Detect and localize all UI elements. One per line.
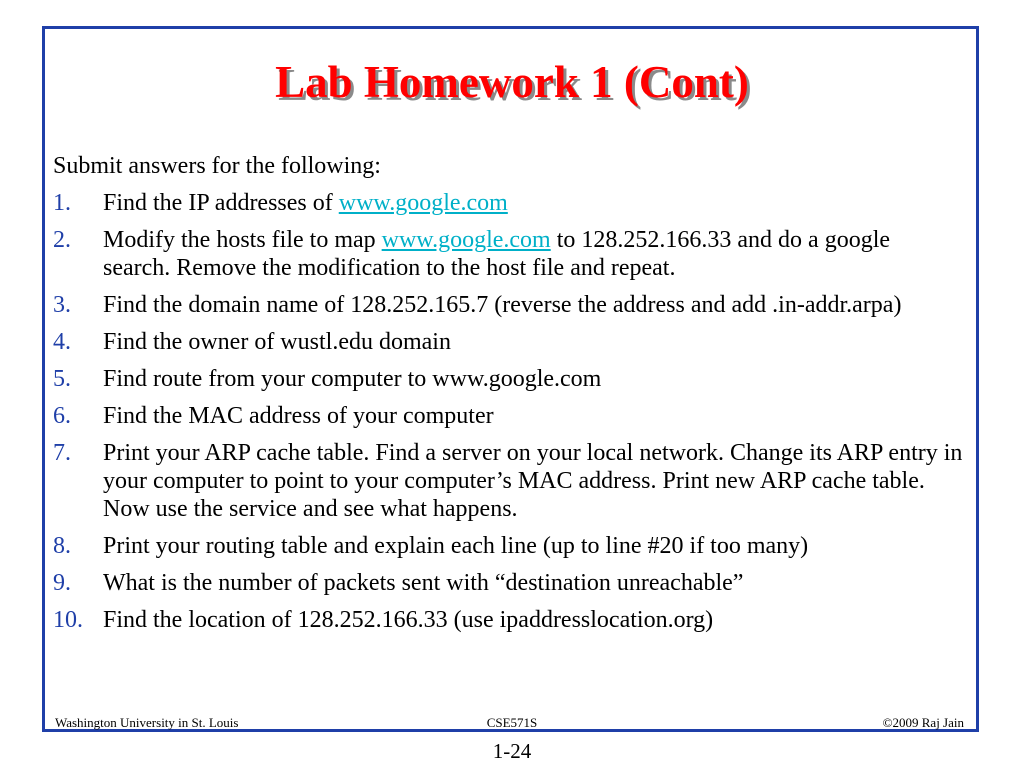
list-item-6	[53, 402, 963, 430]
item-number: 1.	[53, 190, 71, 216]
item-text-pre: Find the IP addresses of	[103, 190, 339, 216]
item-number: 5.	[53, 366, 71, 392]
item-text-pre: Modify the hosts file to map	[103, 227, 382, 253]
item-number: 9.	[53, 570, 71, 596]
item-number: 3.	[53, 292, 71, 318]
item-text: Print your routing table and explain each line (up to line #20 if too many)	[103, 533, 809, 559]
list-item-2	[53, 226, 963, 282]
list-item-9	[53, 569, 963, 597]
item-text	[103, 189, 963, 217]
item-text	[103, 226, 963, 282]
list-item-7	[53, 439, 963, 523]
page-number: 1-24	[492, 739, 532, 763]
list-item-8	[53, 532, 963, 560]
list-item-5	[53, 365, 963, 393]
item-text: Find the location of 128.252.166.33 (use ipaddresslocation.org)	[103, 607, 714, 633]
homework-list	[53, 189, 963, 643]
item-number: 2.	[53, 227, 71, 253]
footer-copyright: ©2009 Raj Jain	[882, 715, 964, 730]
list-item-3	[53, 291, 963, 319]
item-number: 10.	[53, 607, 83, 633]
list-item-4	[53, 328, 963, 356]
slide-title: Lab Homework 1 (Cont)	[275, 57, 749, 107]
intro-text: Submit answers for the following:	[53, 153, 381, 179]
list-item-10	[53, 606, 963, 634]
item-number: 6.	[53, 403, 71, 429]
footer-course: CSE571S	[486, 715, 538, 730]
item-text: Find the owner of wustl.edu domain	[103, 329, 451, 355]
item-number: 4.	[53, 329, 71, 355]
item-text-post: to 128.252.166.33 and do a google search. Remove the modification to the host file and repeat.	[103, 227, 891, 281]
list-item-1	[53, 189, 963, 217]
item-text: Find the domain name of 128.252.165.7 (reverse the address and add .in-addr.arpa)	[103, 292, 902, 318]
item-number: 7.	[53, 440, 71, 466]
item-text: Print your ARP cache table. Find a server on your local network. Change its ARP entry in your computer to point to your computer’s MAC address. Print new ARP cache table. Now use the service and see what happens.	[103, 440, 963, 522]
item-text: Find the MAC address of your computer	[103, 403, 494, 429]
item-text: Find route from your computer to www.google.com	[103, 366, 602, 392]
google-link[interactable]: www.google.com	[338, 190, 508, 216]
google-link[interactable]: www.google.com	[381, 227, 551, 253]
footer-university: Washington University in St. Louis	[55, 715, 239, 730]
item-text: What is the number of packets sent with “destination unreachable”	[103, 570, 744, 596]
item-number: 8.	[53, 533, 71, 559]
